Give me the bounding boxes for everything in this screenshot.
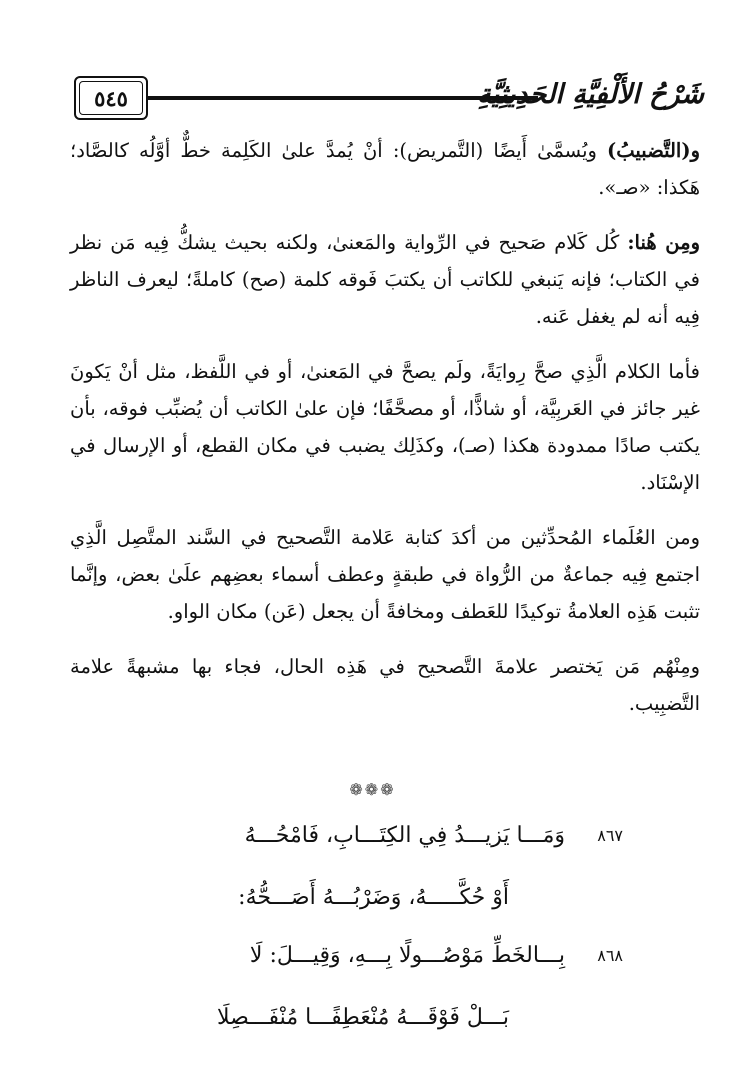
paragraph-text: ومِنْهُم مَن يَختصر علامةَ التَّصحيح في هَذِه الحال، فجاء بها مشبهةً علامة التَّضبِيب. bbox=[70, 655, 700, 715]
paragraph-text: ويُسمَّىٰ أَيضًا (التَّمريض): أنْ يُمدَّ علىٰ الكَلِمة خطٌّ أوَّلُه كالصَّاد؛ هَكذا: «صـ». bbox=[70, 139, 700, 199]
paragraph-muhaddithin bbox=[70, 519, 700, 630]
verse-868 bbox=[0, 938, 745, 1030]
verse-867 bbox=[0, 818, 745, 910]
paragraph-lead: ومِن هُنا: bbox=[627, 231, 700, 254]
section-separator: ❁❁❁ bbox=[349, 780, 396, 799]
verse-second-hemistich: بَـــلْ فَوْقَـــهُ مُنْعَطِفًـــا مُنْفَـــصِلَا bbox=[217, 1005, 509, 1030]
paragraph-text: ومن العُلَماء المُحدِّثين من أكدَ كتابة عَلامة التَّصحيح في السَّند المتَّصِل الَّذِي اجتمع فِيه جماعةٌ من الرُّواة في طبقةٍ وعطف أسماء بعضِهم علَىٰ بعض، وإنَّما تثبت هَذِه العلامةُ توكيدًا للعَطف ومخافةً أن يجعل (عَن) مكان الواو. bbox=[70, 526, 700, 623]
verse-number: ٨٦٨ bbox=[597, 946, 623, 965]
paragraph-text: فأما الكلام الَّذِي صحَّ رِوايَةً، ولَم يصحَّ في المَعنىٰ، أو في اللَّفظ، مثل أنْ يَكونَ غير جائز في العَربِيَّة، أو شاذًّا، أو مصحَّفًا؛ فإن علىٰ الكاتب أن يُضبِّب فوقه، بأن يكتب صادًا ممدودة هكذا (صـ)، وكذَلِك يضبب في مكان القطع، أو الإرسال في الإسْنَاد. bbox=[70, 360, 700, 494]
book-title: شَرْحُ الأَلْفِيَّةِ الحَدِيثِيَّةِ bbox=[477, 79, 704, 110]
paragraph-riwaya bbox=[70, 353, 700, 501]
page-header bbox=[74, 70, 704, 128]
paragraph-sahih bbox=[70, 224, 700, 335]
body-text bbox=[70, 132, 700, 722]
page-number-box bbox=[74, 76, 148, 120]
paragraph-text: كُل كَلام صَحيح في الرِّواية والمَعنىٰ، ولكنه بحيث يشكُّ فِيه مَن نظر في الكتاب؛ فإنه يَنبغي للكاتب أن يكتبَ فَوقه كلمة (صح) كاملةً؛ ليعرف الناظر فِيه أنه لم يغفل عَنه. bbox=[70, 231, 700, 328]
paragraph-ikhtisar bbox=[70, 648, 700, 722]
verse-first-hemistich: وَمَـــا يَزيـــدُ فِي الكِتَـــابِ، فَامْحُـــهُ bbox=[244, 823, 565, 848]
paragraph-lead: و(التَّضبيبُ) bbox=[607, 139, 700, 162]
page-number: ٥٤٥ bbox=[94, 85, 128, 111]
paragraph-tadbib bbox=[70, 132, 700, 206]
verse-number: ٨٦٧ bbox=[597, 826, 623, 845]
verse-second-hemistich: أَوْ حُكَّـــــهُ، وَضَرْبُـــهُ أَصَـــحُّهُ: bbox=[238, 885, 509, 910]
verse-first-hemistich: بِـــالخَطِّ مَوْصُـــولًا بِـــهِ، وَقِيـــلَ: لَا bbox=[249, 943, 565, 968]
